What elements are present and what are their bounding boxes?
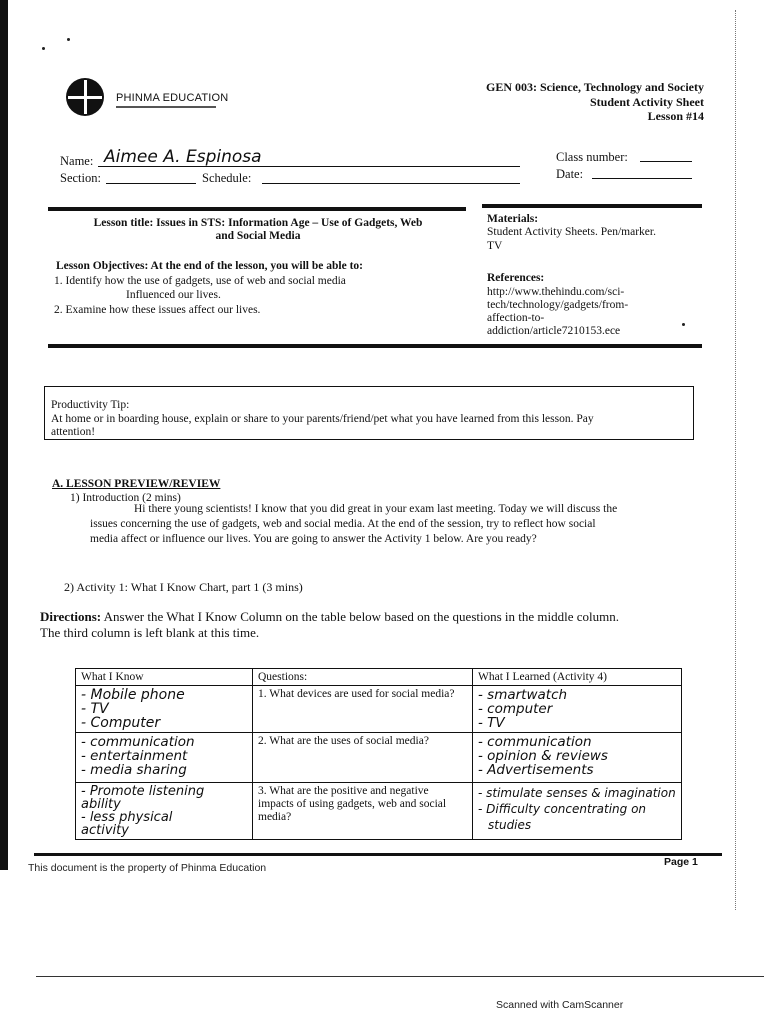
directions — [40, 609, 619, 641]
sheet-header — [486, 80, 704, 124]
learned-entry: - smartwatch — [478, 687, 568, 703]
scan-speck — [42, 47, 45, 50]
learned-entry: studies — [488, 818, 532, 832]
learned-cell[interactable] — [473, 733, 682, 783]
name-value[interactable]: Aimee A. Espinosa — [104, 147, 262, 167]
reference-line: tech/technology/gadgets/from- — [487, 299, 629, 311]
page-number: Page 1 — [664, 856, 698, 868]
directions-line2: The third column is left blank at this time. — [40, 625, 260, 640]
learned-entry: - Difficulty concentrating on — [478, 802, 647, 816]
sheet-title: Student Activity Sheet — [590, 94, 704, 109]
activity-label: 2) Activity 1: What I Know Chart, part 1 (3 mins) — [64, 580, 303, 594]
lesson-number: Lesson #14 — [647, 109, 704, 123]
lesson-bottom-rule — [48, 344, 702, 348]
class-number-label: Class number: — [556, 150, 628, 164]
section-a-heading: A. LESSON PREVIEW/REVIEW — [52, 478, 221, 490]
know-entry: activity — [81, 823, 129, 838]
header-what-i-learned: What I Learned (Activity 4) — [473, 669, 682, 686]
know-entry: ability — [81, 797, 121, 812]
scan-speck — [682, 323, 685, 326]
footer-property: This document is the property of Phinma Education — [28, 862, 267, 874]
bottom-scan-rule — [36, 976, 764, 977]
know-entry: - media sharing — [81, 762, 187, 778]
learned-entry: - computer — [478, 701, 553, 717]
class-number-line[interactable] — [640, 161, 692, 162]
section-line[interactable] — [106, 183, 196, 184]
learned-cell[interactable] — [473, 686, 682, 733]
lesson-title-line2: and Social Media — [215, 230, 301, 242]
table-header-row — [76, 669, 682, 686]
what-i-know-table — [75, 668, 682, 840]
learned-entry: - stimulate senses & imagination — [478, 786, 676, 800]
know-cell[interactable] — [76, 783, 253, 840]
intro-label: 1) Introduction (2 mins) — [70, 492, 181, 504]
tip-line1: At home or in boarding house, explain or share to your parents/friend/pet what you have learned from this lesson. Pay — [51, 412, 594, 425]
objective-1-line2: Influenced our lives. — [126, 289, 221, 301]
date-line[interactable] — [592, 178, 692, 179]
lesson-top-rule — [48, 207, 466, 211]
course-title: GEN 003: Science, Technology and Society — [485, 80, 704, 94]
question-cell: 2. What are the uses of social media? — [253, 733, 473, 783]
know-cell[interactable] — [76, 733, 253, 783]
objective-1-line1: 1. Identify how the use of gadgets, use of web and social media — [54, 275, 346, 287]
learned-entry: - opinion & reviews — [478, 748, 608, 764]
scan-edge-bar — [0, 0, 8, 870]
table-row — [76, 783, 682, 840]
schedule-line[interactable] — [262, 183, 520, 184]
learned-entry: - TV — [478, 715, 505, 731]
objective-2: 2. Examine how these issues affect our lives. — [54, 304, 261, 316]
question-cell: 1. What devices are used for social media? — [253, 686, 473, 733]
materials-line1: Student Activity Sheets. Pen/marker. — [487, 226, 656, 238]
intro-line1: Hi there young scientists! I know that you did great in your exam last meeting. Today we will discuss the — [134, 503, 618, 515]
know-entry: - Promote listening — [81, 784, 205, 799]
learned-cell[interactable] — [473, 783, 682, 840]
reference-line: affection-to- — [487, 312, 545, 324]
know-entry: - less physical — [81, 810, 173, 825]
schedule-label: Schedule: — [202, 171, 252, 185]
know-entry: - entertainment — [81, 748, 188, 764]
date-label: Date: — [556, 167, 584, 181]
know-entry: - TV — [81, 701, 109, 717]
learned-entry: - communication — [478, 734, 592, 750]
header-what-i-know: What I Know — [76, 669, 253, 686]
know-entry: - Mobile phone — [81, 687, 185, 703]
reference-line: addiction/article7210153.ece — [487, 325, 621, 337]
intro-line2: issues concerning the use of gadgets, web and social media. At the end of the session, try to reflect how social — [90, 518, 596, 530]
tip-heading: Productivity Tip: — [51, 399, 130, 411]
question-cell: 3. What are the positive and negative impacts of using gadgets, web and social media? — [253, 783, 473, 840]
learned-entry: - Advertisements — [478, 762, 594, 778]
materials-line2: TV — [487, 240, 503, 252]
know-entry: - communication — [81, 734, 195, 750]
header-questions: Questions: — [253, 669, 473, 686]
intro-line3: media affect or influence our lives. You are going to answer the Activity 1 below. Are you ready? — [90, 533, 537, 545]
directions-bold: Directions: — [40, 609, 102, 624]
table-row — [76, 733, 682, 783]
materials-heading: Materials: — [487, 213, 539, 225]
directions-line1: Answer the What I Know Column on the table below based on the questions in the middle column. — [101, 609, 620, 624]
lesson-title-line1: Lesson title: Issues in STS: Information Age – Use of Gadgets, Web — [93, 217, 423, 229]
brand-name: PHINMA EDUCATION — [116, 92, 229, 104]
reference-link[interactable] — [487, 286, 628, 338]
section-label: Section: — [60, 171, 101, 185]
productivity-tip-box — [44, 386, 694, 440]
table-row — [76, 686, 682, 733]
materials-top-rule — [482, 204, 702, 208]
know-cell[interactable] — [76, 686, 253, 733]
brand-tagline-rule — [116, 106, 216, 108]
phinma-logo-icon — [66, 78, 104, 116]
scan-speck — [67, 38, 70, 41]
objectives-heading: Lesson Objectives: At the end of the lesson, you will be able to: — [56, 260, 363, 272]
references-heading: References: — [487, 272, 545, 284]
know-entry: - Computer — [81, 715, 161, 731]
footer-rule — [34, 853, 722, 856]
reference-line: http://www.thehindu.com/sci- — [487, 286, 625, 298]
tip-line2: attention! — [51, 426, 96, 438]
name-label: Name: — [60, 154, 94, 168]
scanner-watermark: Scanned with CamScanner — [496, 999, 624, 1011]
lesson-title — [58, 217, 458, 243]
scan-edge-right — [735, 10, 738, 910]
